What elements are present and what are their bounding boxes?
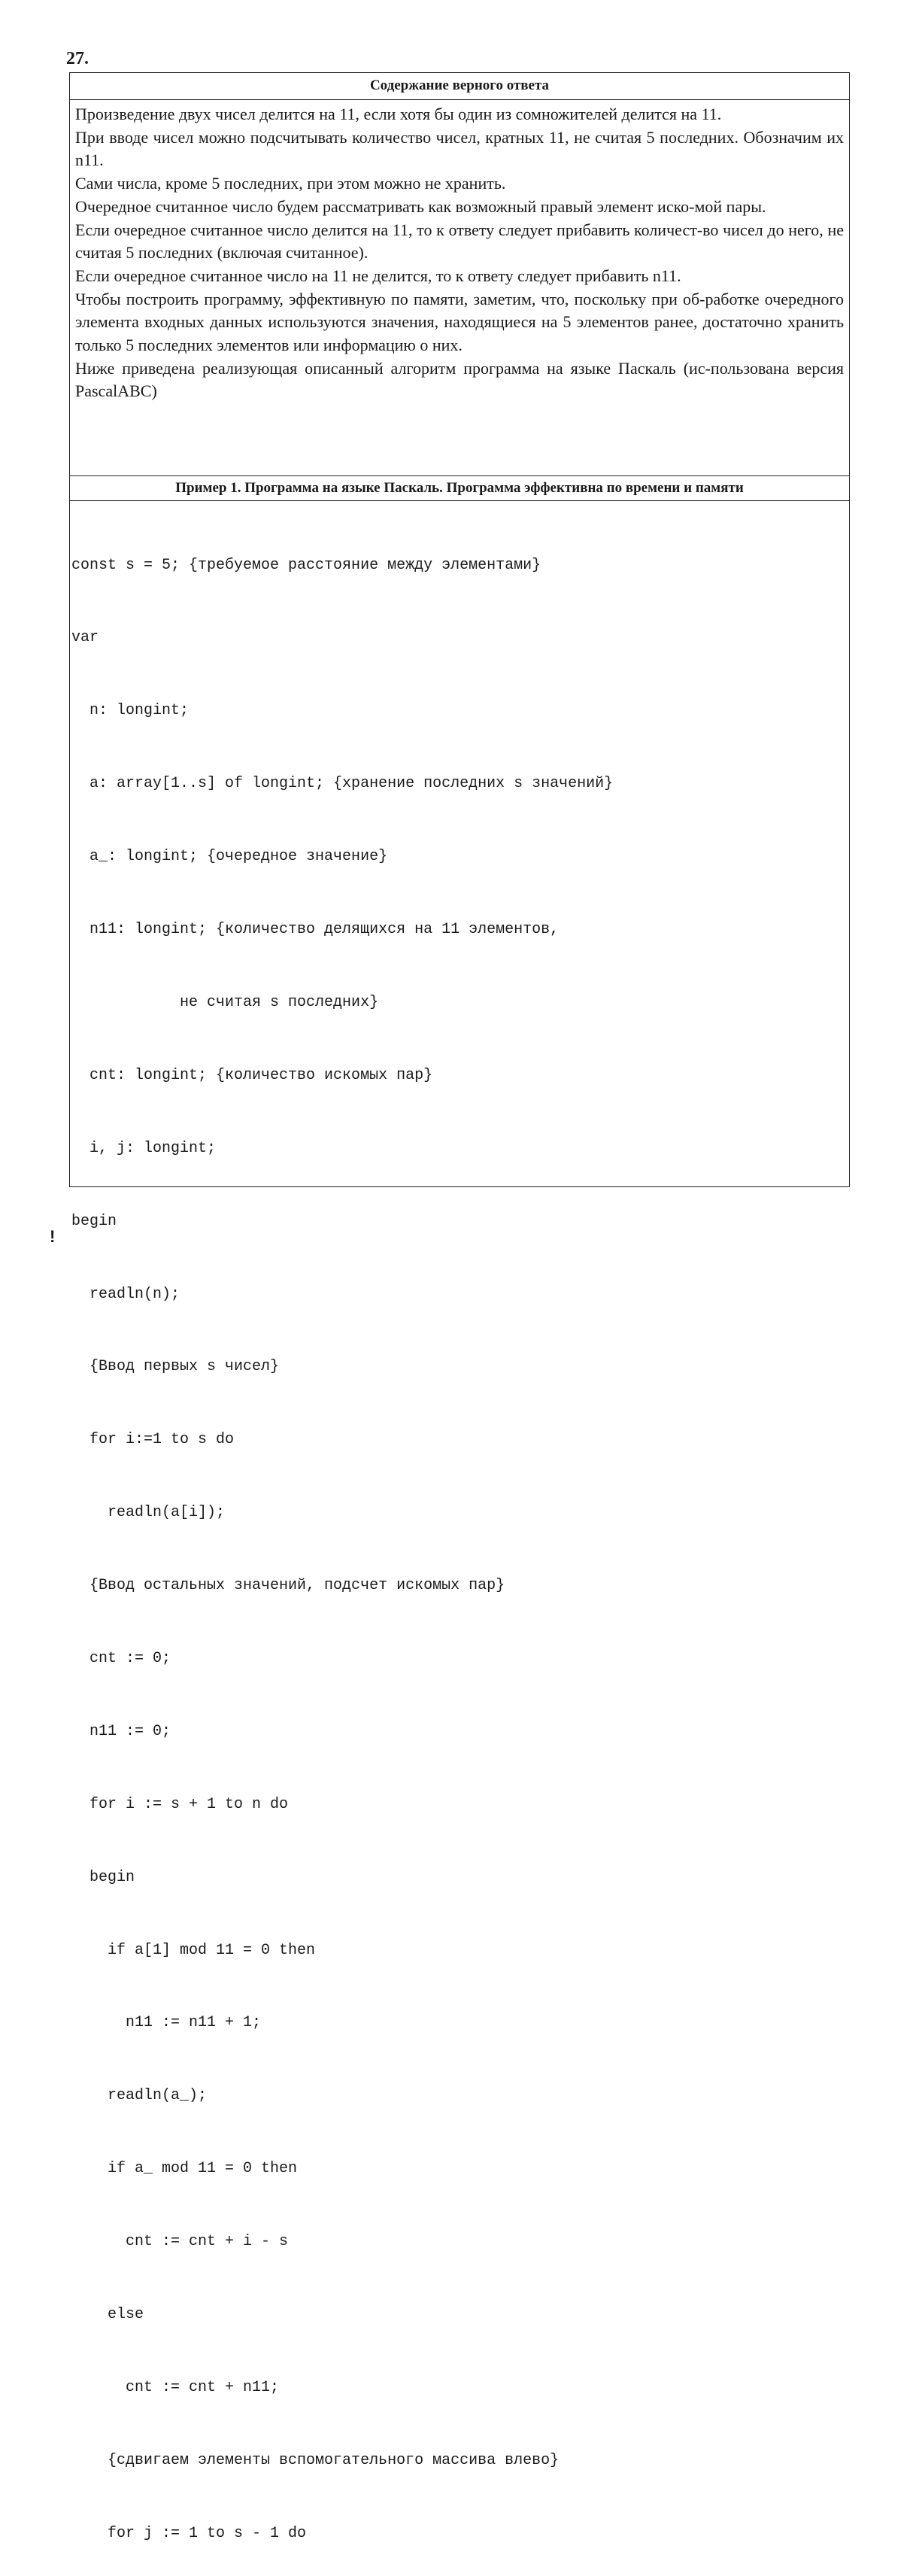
code-line: else: [71, 2305, 144, 2323]
code-line: readln(a[i]);: [71, 1504, 226, 1522]
code-line: cnt := 0;: [71, 1649, 171, 1667]
answer-paragraph: Произведение двух чисел делится на 11, если хотя бы один из сомножителей делится на 11.: [75, 105, 722, 123]
code-line: n11: longint; {количество делящихся на 11 элементов,: [71, 921, 560, 939]
code-line: a: array[1..s] of longint; {хранение последних s значений}: [71, 775, 614, 793]
answer-paragraph: Очередное считанное число будем рассматривать как возможный правый элемент иско-мой пары.: [75, 196, 766, 216]
answer-paragraph: Если очередное считанное число делится на 11, то к ответу следует прибавить количест-во чисел до него, не считая 5 последних (включая считанное).: [75, 220, 844, 263]
code-line: {сдвигаем элементы вспомогательного массива влево}: [71, 2451, 560, 2469]
code-line: n11 := 0;: [71, 1722, 171, 1740]
answer-text: [75, 103, 844, 403]
code-line: n: longint;: [71, 702, 190, 720]
answer-paragraph: Чтобы построить программу, эффективную по памяти, заметим, что, поскольку при об-работке очередного элемента входных данных используются значения, находящиеся на 5 элементов ранее, достаточно хранить только 5 последних элементов или информацию о них.: [75, 289, 844, 355]
code-line: for j := 1 to s - 1 do: [71, 2524, 307, 2542]
code-line: {Ввод остальных значений, подсчет искомых пар}: [71, 1577, 505, 1595]
code-line: begin: [71, 1868, 135, 1886]
example-section-title: Пример 1. Программа на языке Паскаль. Программа эффективна по времени и памяти: [70, 475, 849, 501]
code-line: if a[1] mod 11 = 0 then: [71, 1941, 316, 1959]
code-line: readln(a_);: [71, 2087, 208, 2105]
answer-paragraph: Если очередное считанное число на 11 не делится, то к ответу следует прибавить n11.: [75, 266, 681, 285]
code-line: i, j: longint;: [71, 1139, 217, 1157]
code-line: не считая s последних}: [71, 993, 379, 1011]
code-line: for i := s + 1 to n do: [71, 1795, 289, 1813]
code-line: cnt := cnt + i - s: [71, 2233, 289, 2251]
code-line: for i:=1 to s do: [71, 1431, 235, 1449]
code-line: {Ввод первых s чисел}: [71, 1358, 280, 1376]
answer-frame: [69, 72, 850, 2542]
answer-paragraph: Сами числа, кроме 5 последних, при этом можно не хранить.: [75, 174, 506, 193]
task-number: 27.: [66, 49, 89, 68]
code-line: readln(n);: [71, 1285, 180, 1303]
code-line: a_: longint; {очередное значение}: [71, 848, 388, 866]
code-line: if a_ mod 11 = 0 then: [71, 2160, 298, 2178]
answer-paragraph: При вводе чисел можно подсчитывать количество чисел, кратных 11, не считая 5 последних. Обозначим их n11.: [75, 127, 844, 170]
code-line: n11 := n11 + 1;: [71, 2014, 262, 2032]
margin-mark: !: [50, 1227, 56, 1246]
code-listing: [71, 505, 845, 2576]
answer-section-title: Содержание верного ответа: [70, 73, 849, 100]
code-line: const s = 5; {требуемое расстояние между элементами}: [71, 556, 541, 574]
code-line: begin: [71, 1212, 117, 1230]
code-line: cnt := cnt + n11;: [71, 2378, 280, 2396]
code-line: var: [71, 629, 99, 647]
code-line: cnt: longint; {количество искомых пар}: [71, 1066, 433, 1084]
answer-paragraph: Ниже приведена реализующая описанный алгоритм программа на языке Паскаль (ис-пользована версия PascalABC): [75, 358, 844, 401]
